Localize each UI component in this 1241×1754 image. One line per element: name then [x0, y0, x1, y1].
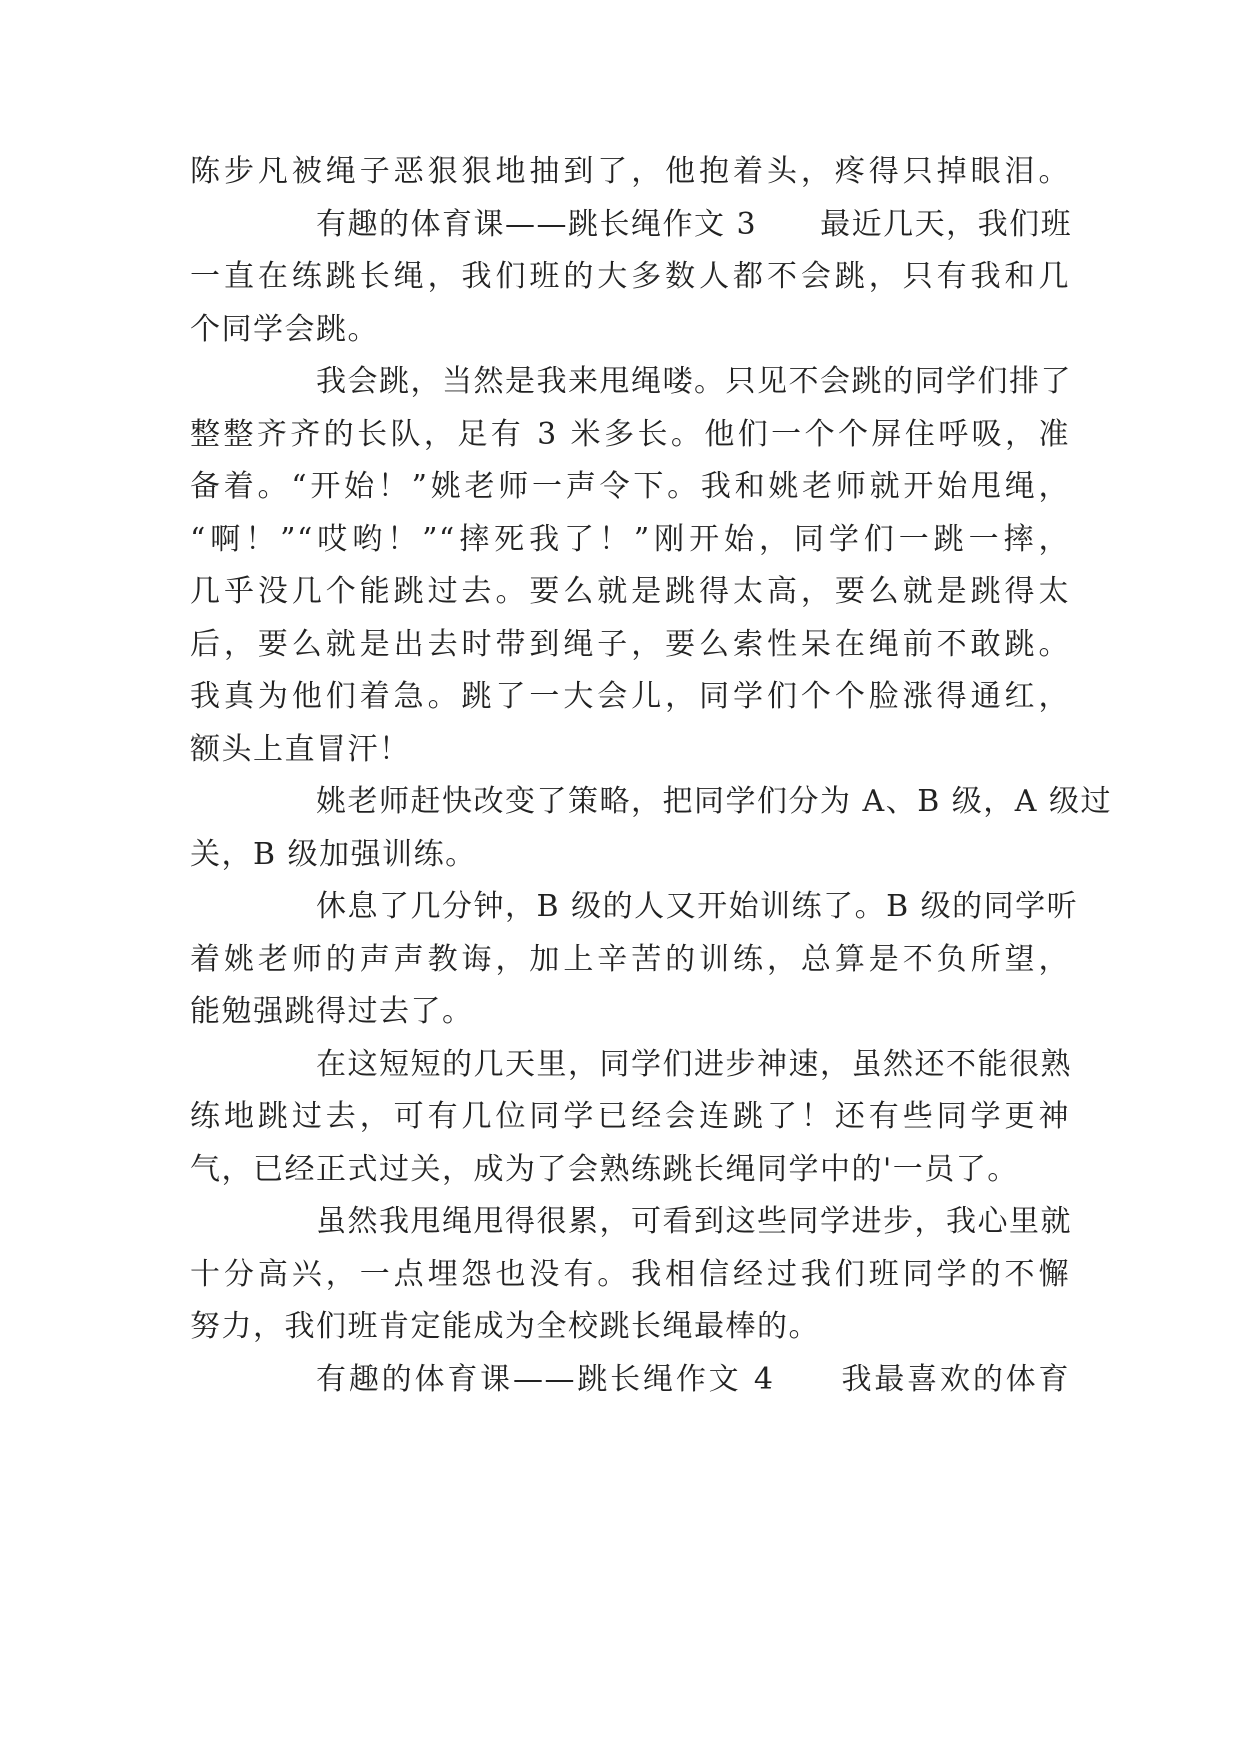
text-line: 着姚老师的声声教诲，加上辛苦的训练，总算是不负所望， [190, 941, 1070, 977]
text-line: 几乎没几个能跳过去。要么就是跳得太高，要么就是跳得太 [190, 574, 1070, 609]
text-line: 我会跳，当然是我来甩绳喽。只见不会跳的同学们排了 [316, 364, 1072, 399]
essay-text [190, 146, 1112, 1406]
text-line: 额头上直冒汗！ [190, 731, 411, 767]
text-line: 备着。“开始！”姚老师一声令下。我和姚老师就开始甩绳， [190, 469, 1070, 504]
text-line: 有趣的体育课——跳长绳作文 3 最近几天，我们班 [316, 206, 1073, 242]
text-line: 休息了几分钟，B 级的人又开始训练了。B 级的同学听 [316, 889, 1079, 924]
text-line: 虽然我甩绳甩得很累，可看到这些同学进步，我心里就 [316, 1204, 1072, 1239]
text-line: 有趣的体育课——跳长绳作文 4 我最喜欢的体育 [316, 1361, 1070, 1397]
text-line: 姚老师赶快改变了策略，把同学们分为 A、B 级，A 级过 [316, 784, 1112, 819]
text-line: 关，B 级加强训练。 [190, 836, 477, 872]
text-line: “啊！”“哎哟！”“摔死我了！”刚开始，同学们一跳一摔， [190, 521, 1070, 557]
text-line: 练地跳过去，可有几位同学已经会连跳了！还有些同学更神 [190, 1099, 1070, 1134]
text-line: 能勉强跳得过去了。 [190, 994, 474, 1029]
text-line: 我真为他们着急。跳了一大会儿，同学们个个脸涨得通红， [190, 679, 1070, 714]
text-line: 一直在练跳长绳，我们班的大多数人都不会跳，只有我和几 [190, 259, 1070, 294]
text-line: 努力，我们班肯定能成为全校跳长绳最棒的。 [190, 1309, 820, 1344]
text-line: 陈步凡被绳子恶狠狠地抽到了，他抱着头，疼得只掉眼泪。 [190, 154, 1070, 189]
text-line: 气，已经正式过关，成为了会熟练跳长绳同学中的'一员了。 [190, 1151, 1019, 1187]
text-line: 个同学会跳。 [190, 311, 379, 347]
text-line: 后，要么就是出去时带到绳子，要么索性呆在绳前不敢跳。 [190, 626, 1070, 662]
text-line: 十分高兴，一点埋怨也没有。我相信经过我们班同学的不懈 [190, 1256, 1070, 1292]
text-line: 在这短短的几天里，同学们进步神速，虽然还不能很熟 [316, 1046, 1072, 1082]
text-line: 整整齐齐的长队，足有 3 米多长。他们一个个屏住呼吸，准 [190, 416, 1070, 452]
